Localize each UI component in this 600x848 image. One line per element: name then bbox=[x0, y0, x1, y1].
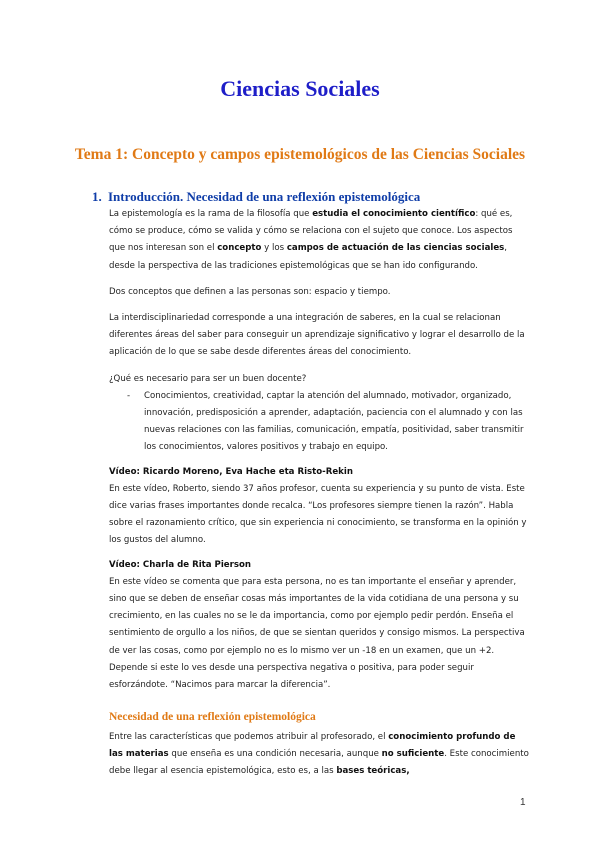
subsection-heading: Necesidad de una reflexión epistemológica bbox=[109, 711, 316, 723]
video1-text: En este vídeo, Roberto, siendo 37 años profesor, cuenta su experiencia y su punto de vista. Este dice varias frases importantes donde recalca. “Los profesores siempre tienen la razón”. Habla sobre el razonamiento crítico, que sin experiencia ni conocimiento, se transforma en la opinión y los gustos del alumno. bbox=[109, 483, 527, 546]
section-body bbox=[109, 206, 529, 694]
document-title: Ciencias Sociales bbox=[220, 76, 380, 101]
paragraph-knowledge: Entre las características que podemos atribuir al profesorado, el conocimiento profundo de las materias que enseña es una condición necesaria, aunque no suficiente. Este conocimiento debe llegar al esencia epistemológica, esto es, a las bases teóricas, bbox=[109, 732, 529, 777]
section-number: 1. bbox=[92, 189, 102, 204]
list-item: - Conocimientos, creatividad, captar la atención del alumnado, motivador, organizado, innovación, predisposición a aprender, adaptación, paciencia con el alumnado y con las nuevas relaciones con las familias, comunicación, empatía, positividad, saber transmitir los conocimientos, valores positivos y trabajo en equipo. bbox=[109, 388, 529, 457]
question-good-teacher: ¿Qué es necesario para ser un buen docente? bbox=[109, 373, 307, 384]
page-number: 1 bbox=[520, 797, 526, 808]
bullet-list bbox=[109, 388, 529, 457]
paragraph-concepts: Dos conceptos que definen a las personas son: espacio y tiempo. bbox=[109, 286, 391, 297]
section-title: Introducción. Necesidad de una reflexión epistemológica bbox=[108, 189, 421, 204]
paragraph-epistemology: La epistemología es la rama de la filosofía que estudia el conocimiento científico: qué es, cómo se produce, cómo se valida y cómo se relaciona con el sujeto que conoce. Los aspectos que nos interesan son el concepto y los campos de actuación de las ciencias sociales, desde la perspectiva de las tradiciones epistemológicas que se han ido configurando. bbox=[109, 209, 513, 271]
section-heading bbox=[92, 189, 420, 205]
video2-text: En este vídeo se comenta que para esta persona, no es tan importante el enseñar y aprender, sino que se deben de enseñar cosas más importantes de la vida cotidiana de una persona y su crecimiento, en las cuales no se le da importancia, como por ejemplo pedir perdón. Enseña el sentimiento de orgullo a los niños, de que se sientan queridos y consigo mismos. La perspectiva de ver las cosas, como por ejemplo no es lo mismo ver un -18 en un examen, que un +2. Depende si este lo ves desde una perspectiva negativa o positiva, para poder seguir esforzándote. “Nacimos para marcar la diferencia”. bbox=[109, 576, 525, 691]
video2-title: Vídeo: Charla de Rita Pierson bbox=[109, 559, 251, 570]
video1-title: Vídeo: Ricardo Moreno, Eva Hache eta Risto-Rekin bbox=[109, 466, 353, 477]
topic-heading: Tema 1: Concepto y campos epistemológicos de las Ciencias Sociales bbox=[74, 146, 526, 163]
paragraph-interdisciplinarity: La interdisciplinariedad corresponde a una integración de saberes, en la cual se relacionan diferentes áreas del saber para conseguir un aprendizaje significativo y lograr el desarrollo de la aplicación de lo que se sabe desde diferentes áreas del conocimiento. bbox=[109, 313, 525, 358]
subsection-body bbox=[109, 729, 529, 781]
bullet-dash: - bbox=[127, 390, 131, 401]
